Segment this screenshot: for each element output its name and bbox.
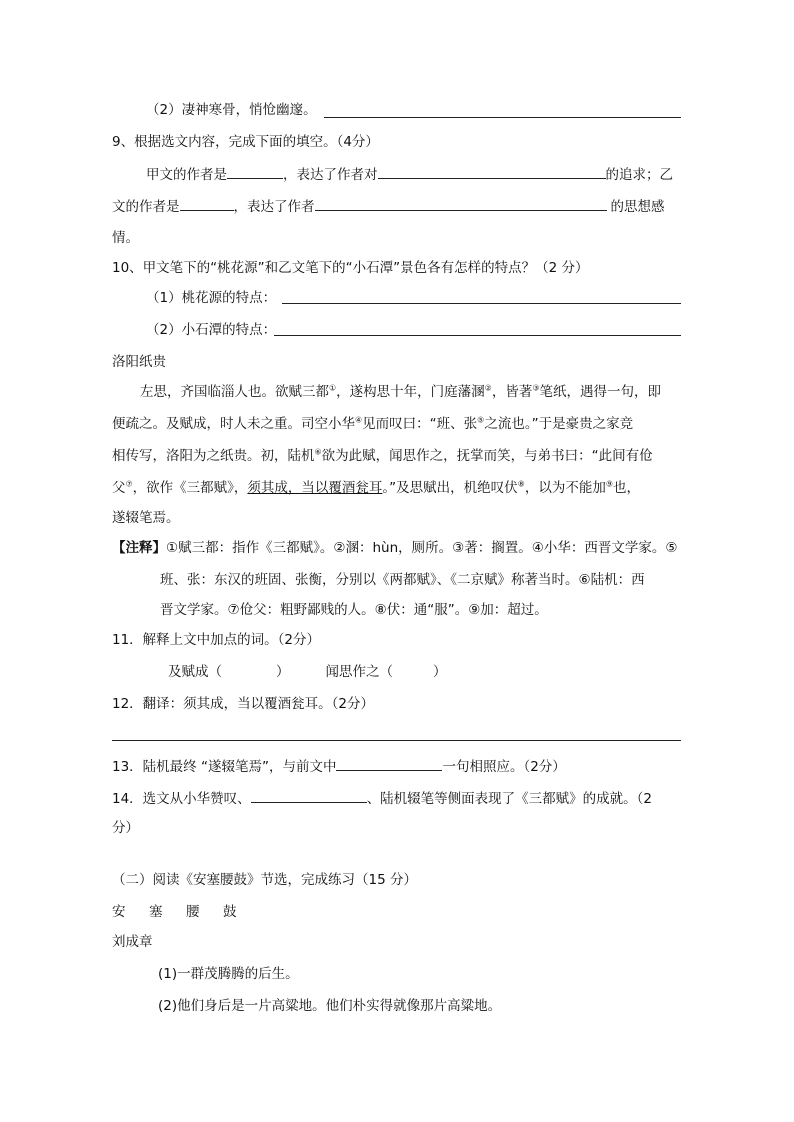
q14-b: 、陆机辍笔等侧面表现了《三都赋》的成就。（2 <box>366 791 653 807</box>
section2-title: （二）阅读《安塞腰鼓》节选，完成练习（15 分） <box>112 872 417 888</box>
note-ref-6: ⑥ <box>314 447 322 457</box>
q14-line1 <box>112 788 652 808</box>
q13-line <box>112 756 566 776</box>
q13-blank[interactable] <box>336 756 442 771</box>
heading-char-2: 塞 <box>149 904 163 920</box>
q11-title: 11．解释上文中加点的词。（2分） <box>112 632 321 648</box>
section2-p1: (1)一群茂腾腾的后生。 <box>158 966 299 982</box>
q8-2-text: （2）凄神寒骨，悄怆幽邃。 <box>146 102 317 118</box>
notes-line2: 班、张：东汉的班固、张衡，分别以《两都赋》、《二京赋》称著当时。⑥陆机：西 <box>160 572 645 588</box>
q11-words <box>168 662 447 682</box>
q14-blank[interactable] <box>251 788 367 803</box>
section2-author: 刘成章 <box>112 934 153 950</box>
q12-answer-line[interactable] <box>112 740 681 741</box>
notes-line1 <box>112 538 677 558</box>
p-l2b: 见而叹曰：“班、张 <box>362 416 478 432</box>
p-l3b: 欲为此赋，闻思作之，抚掌而笑，与弟书曰：“此间有伧 <box>321 448 653 464</box>
q9-blank-thought[interactable] <box>315 196 607 211</box>
q9-blank-author-a[interactable] <box>227 164 283 179</box>
q9-line2 <box>112 196 665 216</box>
q9-l1b: ，表达了作者对 <box>283 167 378 183</box>
q10-a1-blank[interactable] <box>282 303 681 304</box>
passage-line1 <box>140 382 661 402</box>
q9-title: 9、根据选文内容，完成下面的填空。（4分） <box>112 134 379 150</box>
q8-2-answer-blank[interactable] <box>324 117 681 118</box>
q10-title: 10、甲文笔下的“桃花源”和乙文笔下的“小石潭”景色各有怎样的特点？（2 分） <box>112 260 589 276</box>
section2-p2: (2)他们身后是一片高粱地。他们朴实得就像那片高粱地。 <box>158 998 502 1014</box>
q12-title: 12．翻译：须其成，当以覆酒瓮耳。（2分） <box>112 696 375 712</box>
q9-l2c: 的思想感 <box>610 199 665 215</box>
q10-a2-label: （2）小石潭的特点： <box>146 322 277 338</box>
p-l4a: 父 <box>112 480 126 496</box>
notes-line3: 晋文学家。⑦伧父：粗野鄙贱的人。⑧伏：通“服”。⑨加：超过。 <box>160 602 548 618</box>
notes-label: 【注释】 <box>112 540 166 556</box>
passage-line5: 遂辍笔焉。 <box>112 510 180 526</box>
p-l4d: ，以为不能加 <box>524 480 606 496</box>
p-l1a: 左思，齐国临淄人也。欲赋三都 <box>140 384 329 400</box>
q9-l2a: 文的作者是 <box>112 199 180 215</box>
q8-2-line <box>146 100 317 120</box>
p-l4e: 也， <box>613 480 641 496</box>
q11-w1-close: ） <box>276 664 290 680</box>
note-ref-1: ① <box>329 383 337 393</box>
q9-blank-pursuit[interactable] <box>378 164 606 179</box>
section2-heading <box>112 902 260 922</box>
p-l1d: 笔纸，遇得一句，即 <box>539 384 662 400</box>
q11-word2: 闻思作之（ <box>325 664 393 680</box>
q11-w2-close: ） <box>433 664 447 680</box>
p-l4b: ，欲作《三都赋》， <box>132 480 248 496</box>
q9-line3: 情。 <box>112 230 139 246</box>
heading-char-4: 鼓 <box>223 904 237 920</box>
underlined-sentence: 须其成，当以覆酒瓮耳 <box>247 480 383 496</box>
q9-l1a: 甲文的作者是 <box>146 167 227 183</box>
passage-title: 洛阳纸贵 <box>112 354 166 370</box>
q10-a2-blank[interactable] <box>274 335 681 336</box>
q9-blank-author-b[interactable] <box>180 196 234 211</box>
q14-line2: 分） <box>112 820 139 836</box>
q14-a: 14．选文从小华赞叹、 <box>112 791 251 807</box>
passage-line2 <box>112 414 633 434</box>
heading-char-3: 腰 <box>186 904 200 920</box>
note-ref-7: ⑦ <box>125 479 133 489</box>
q10-a1-label: （1）桃花源的特点： <box>146 290 277 306</box>
note-ref-4: ④ <box>355 415 363 425</box>
q11-word1: 及赋成（ <box>168 664 222 680</box>
passage-line4 <box>112 478 640 498</box>
heading-char-1: 安 <box>112 904 126 920</box>
q13-a: 13．陆机最终 “遂辍笔焉”，与前文中 <box>112 759 337 775</box>
q13-b: 一句相照应。（2分） <box>442 759 566 775</box>
notes-l1: ①赋三都：指作《三都赋》。②溷：hùn，厕所。③著：搁置。④小华：西晋文学家。⑤ <box>166 540 678 556</box>
note-ref-2: ② <box>484 383 492 393</box>
p-l1c: ，皆著 <box>491 384 533 400</box>
p-l2a: 便疏之。及赋成，时人未之重。司空小华 <box>112 416 355 432</box>
note-ref-3: ③ <box>532 383 540 393</box>
p-l3a: 相传写，洛阳为之纸贵。初，陆机 <box>112 448 315 464</box>
passage-line3 <box>112 446 653 466</box>
note-ref-5: ⑤ <box>477 415 485 425</box>
q9-l2b: ，表达了作者 <box>233 199 315 215</box>
p-l4c: 。”及思赋出，机绝叹伏 <box>382 480 518 496</box>
note-ref-8: ⑧ <box>517 479 525 489</box>
q9-line1 <box>146 164 673 184</box>
note-ref-9: ⑨ <box>605 479 614 489</box>
q9-l1c: 的追求；乙 <box>605 167 673 183</box>
p-l1b: ，遂构思十年，门庭藩溷 <box>336 384 485 400</box>
p-l2c: 之流也。”于是豪贵之家竞 <box>484 416 634 432</box>
